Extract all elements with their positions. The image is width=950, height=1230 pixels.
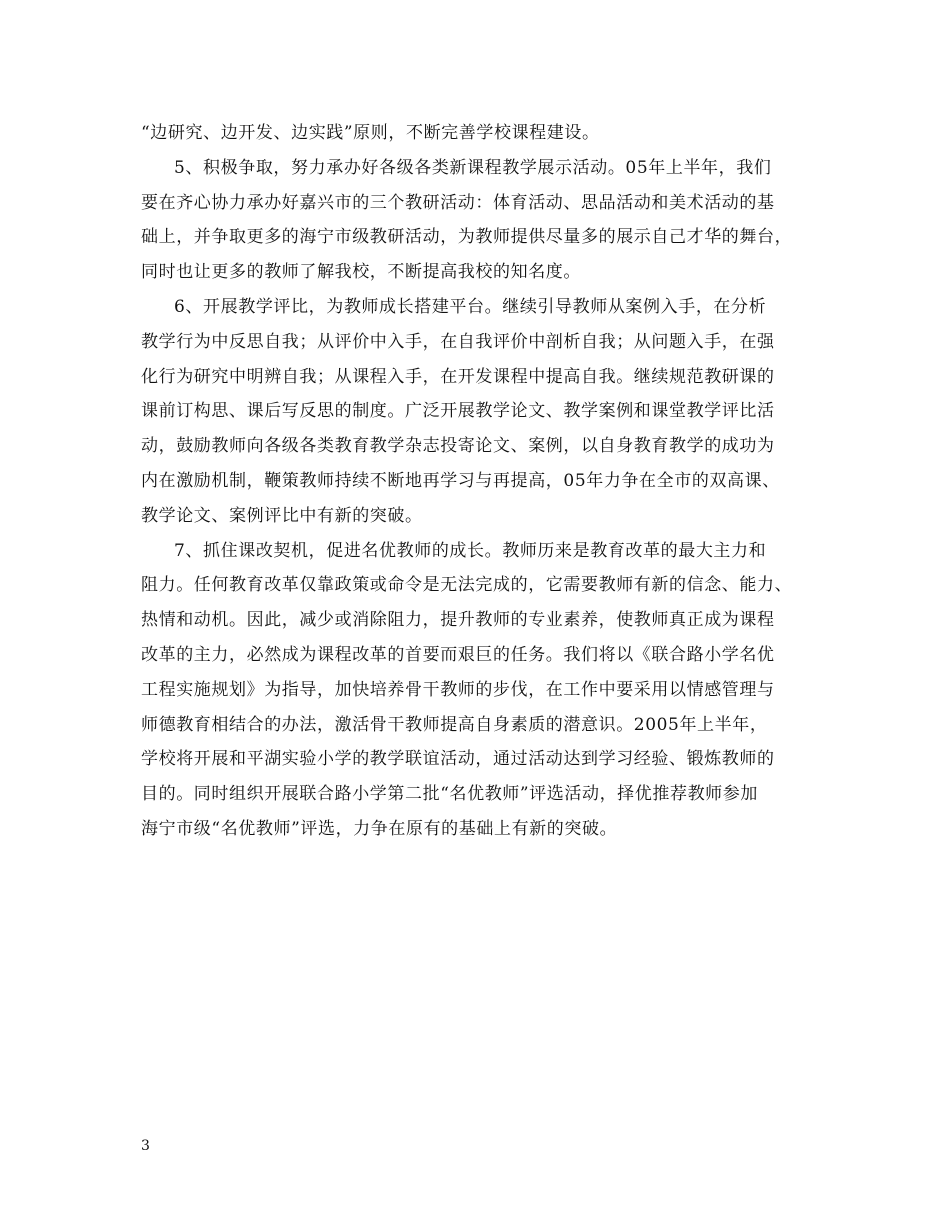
text-line: 课前订构思、课后写反思的制度。广泛开展教学论文、教学案例和课堂教学评比活 (141, 401, 775, 422)
page-number: 3 (141, 1138, 150, 1154)
text-line: 工程实施规划》为指导，加快培养骨干教师的步伐，在工作中要采用以情感管理与 (141, 679, 775, 700)
text-line: 学校将开展和平湖实验小学的教学联谊活动，通过活动达到学习经验、锻炼教师的 (141, 749, 775, 770)
text-line: 目的。同时组织开展联合路小学第二批“名优教师”评选活动，择优推荐教师参加 (141, 784, 758, 805)
text-line: 化行为研究中明辨自我；从课程入手，在开发课程中提高自我。继续规范教研课的 (141, 366, 775, 387)
text-line: 改革的主力，必然成为课程改革的首要而艰巨的任务。我们将以《联合路小学名优 (141, 644, 775, 665)
text-line: 动，鼓励教师向各级各类教育教学杂志投寄论文、案例，以自身教育教学的成功为 (141, 436, 775, 457)
text-line: 础上，并争取更多的海宁市级教研活动，为教师提供尽量多的展示自己才华的舞台， (141, 227, 793, 248)
paragraph-7-start: 7、抓住课改契机，促进名优教师的成长。教师历来是教育改革的最大主力和 (174, 540, 767, 561)
text-line: 阻力。任何教育改革仅靠政策或命令是无法完成的，它需要教师有新的信念、能力、 (141, 575, 793, 596)
document-body (141, 116, 831, 847)
text-line: 教学行为中反思自我；从评价中入手，在自我评价中剖析自我；从问题入手，在强 (141, 331, 775, 352)
paragraph-6-start: 6、开展教学评比，为教师成长搭建平台。继续引导教师从案例入手，在分析 (174, 296, 767, 317)
text-line: 要在齐心协力承办好嘉兴市的三个教研活动：体育活动、思品活动和美术活动的基 (141, 192, 775, 213)
paragraph-5-start: 5、积极争取，努力承办好各级各类新课程教学展示活动。05年上半年，我们 (174, 157, 772, 178)
text-line: 师德教育相结合的办法，激活骨干教师提高自身素质的潜意识。2005年上半年， (141, 714, 768, 735)
text-line: “边研究、边开发、边实践”原则，不断完善学校课程建设。 (141, 123, 600, 143)
text-line: 热情和动机。因此，减少或消除阻力，提升教师的专业素养，使教师真正成为课程 (141, 610, 775, 631)
text-line: 内在激励机制，鞭策教师持续不断地再学习与再提高，05年力争在全市的双高课、 (141, 470, 780, 491)
text-line: 海宁市级“名优教师”评选，力争在原有的基础上有新的突破。 (141, 818, 618, 839)
text-line: 教学论文、案例评比中有新的突破。 (141, 505, 423, 526)
text-line: 同时也让更多的教师了解我校，不断提高我校的知名度。 (141, 262, 581, 283)
